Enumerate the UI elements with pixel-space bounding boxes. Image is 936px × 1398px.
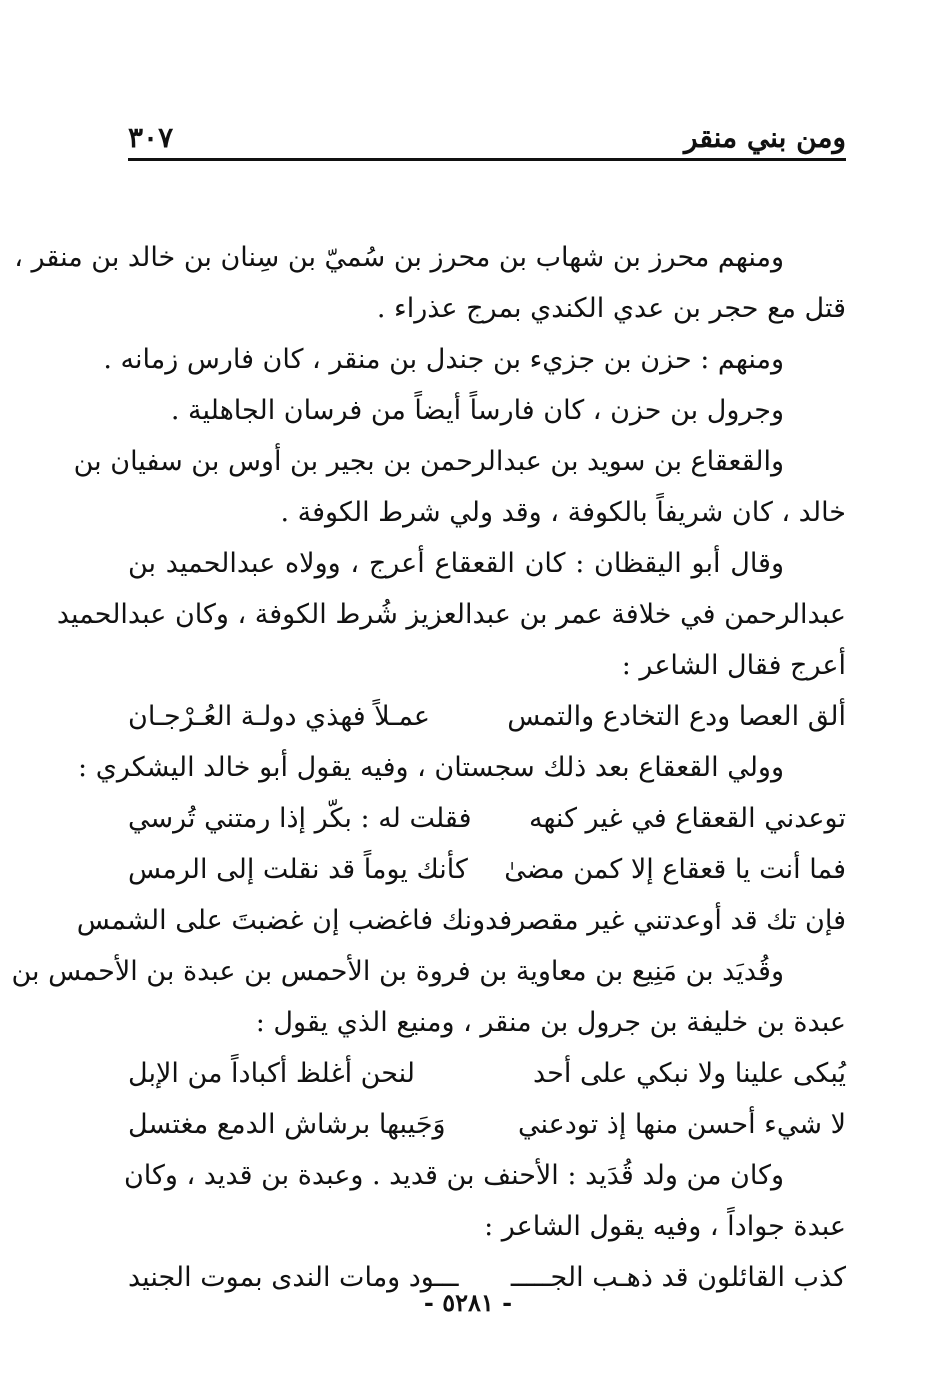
text-line: خالد ، كان شريفاً بالكوفة ، وقد ولي شرط الكوفة . (280, 497, 846, 528)
text-line: وولي القعقاع بعد ذلك سجستان ، وفيه يقول أبو خالد اليشكري : (78, 752, 784, 783)
text-line: ومنهم محرز بن شهاب بن محرز بن سُميّ بن سِنان بن خالد بن منقر ، (14, 242, 784, 273)
verse-line (128, 1048, 846, 1099)
text-line: عبدة جواداً ، وفيه يقول الشاعر : (484, 1211, 846, 1242)
verse-hemistich-first: كذب القائلون قد ذهـب الجـــــ (510, 1262, 846, 1293)
page-header (128, 110, 846, 161)
verse-hemistich-second: عمـلاً فهذي دولـة العُـرْجـان (128, 701, 431, 732)
body-text (11, 232, 846, 1303)
verse-hemistich-first: يُبكى علينا ولا نبكي على أحد (533, 1058, 846, 1089)
verse-hemistich-first: توعدني القعقاع في غير كنهه (529, 803, 846, 834)
verse-line (128, 793, 846, 844)
text-line: أعرج فقال الشاعر : (621, 650, 846, 681)
text-line: وجرول بن حزن ، كان فارساً أيضاً من فرسان الجاهلية . (170, 395, 784, 426)
text-line: والقعقاع بن سويد بن عبدالرحمن بن بجير بن أوس بن سفيان بن (73, 446, 784, 477)
verse-hemistich-second: فقلت له : بكّر إذا رمتني تُرسي (128, 803, 472, 834)
verse-hemistich-first: فما أنت يا قعقاع إلا كمن مضىٰ (504, 854, 846, 885)
verse-line (128, 691, 846, 742)
verse-hemistich-second: كأنك يوماً قد نقلت إلى الرمس (128, 854, 468, 885)
text-line: قتل مع حجر بن عدي الكندي بمرج عذراء . (376, 293, 846, 324)
text-line: ومنهم : حزن بن جزيء بن جندل بن منقر ، كان فارس زمانه . (103, 344, 784, 375)
verse-line (76, 895, 846, 946)
page-footer-marker: - ٥٢٨١ - (423, 1288, 513, 1317)
page-number: ٣٠٧ (128, 121, 174, 154)
running-title: ومن بني منقر (684, 121, 846, 154)
verse-hemistich-first: ألق العصا ودع التخادع والتمس (507, 701, 846, 732)
text-line: عبدة بن خليفة بن جرول بن منقر ، ومنيع الذي يقول : (255, 1007, 846, 1038)
verse-hemistich-second: وَجَيبها برشاش الدمع مغتسل (128, 1109, 446, 1140)
verse-hemistich-first: لا شيء أحسن منها إذ تودعني (517, 1109, 846, 1140)
text-line: عبدالرحمن في خلافة عمر بن عبدالعزيز شُرط الكوفة ، وكان عبدالحميد (56, 599, 846, 630)
text-line: وقال أبو اليقظان : كان القعقاع أعرج ، وولاه عبدالحميد بن (128, 548, 784, 579)
verse-line (128, 1099, 846, 1150)
verse-line (128, 844, 846, 895)
verse-hemistich-second: لنحن أغلظ أكباداً من الإبل (128, 1058, 416, 1089)
text-line: وكان من ولد قُدَيد : الأحنف بن قديد . وعبدة بن قديد ، وكان (123, 1160, 784, 1191)
text-line: وقُديَد بن مَنِيع بن معاوية بن فروة بن الأحمس بن عبدة بن الأحمس بن (11, 956, 784, 987)
verse-hemistich-second: ـــود ومات الندى بموت الجنيد (128, 1262, 459, 1293)
verse-hemistich-second: فدونك فاغضب إن غضبتَ على الشمس (76, 905, 513, 936)
verse-hemistich-first: فإن تك قد أوعدتني غير مقصر (512, 905, 846, 936)
